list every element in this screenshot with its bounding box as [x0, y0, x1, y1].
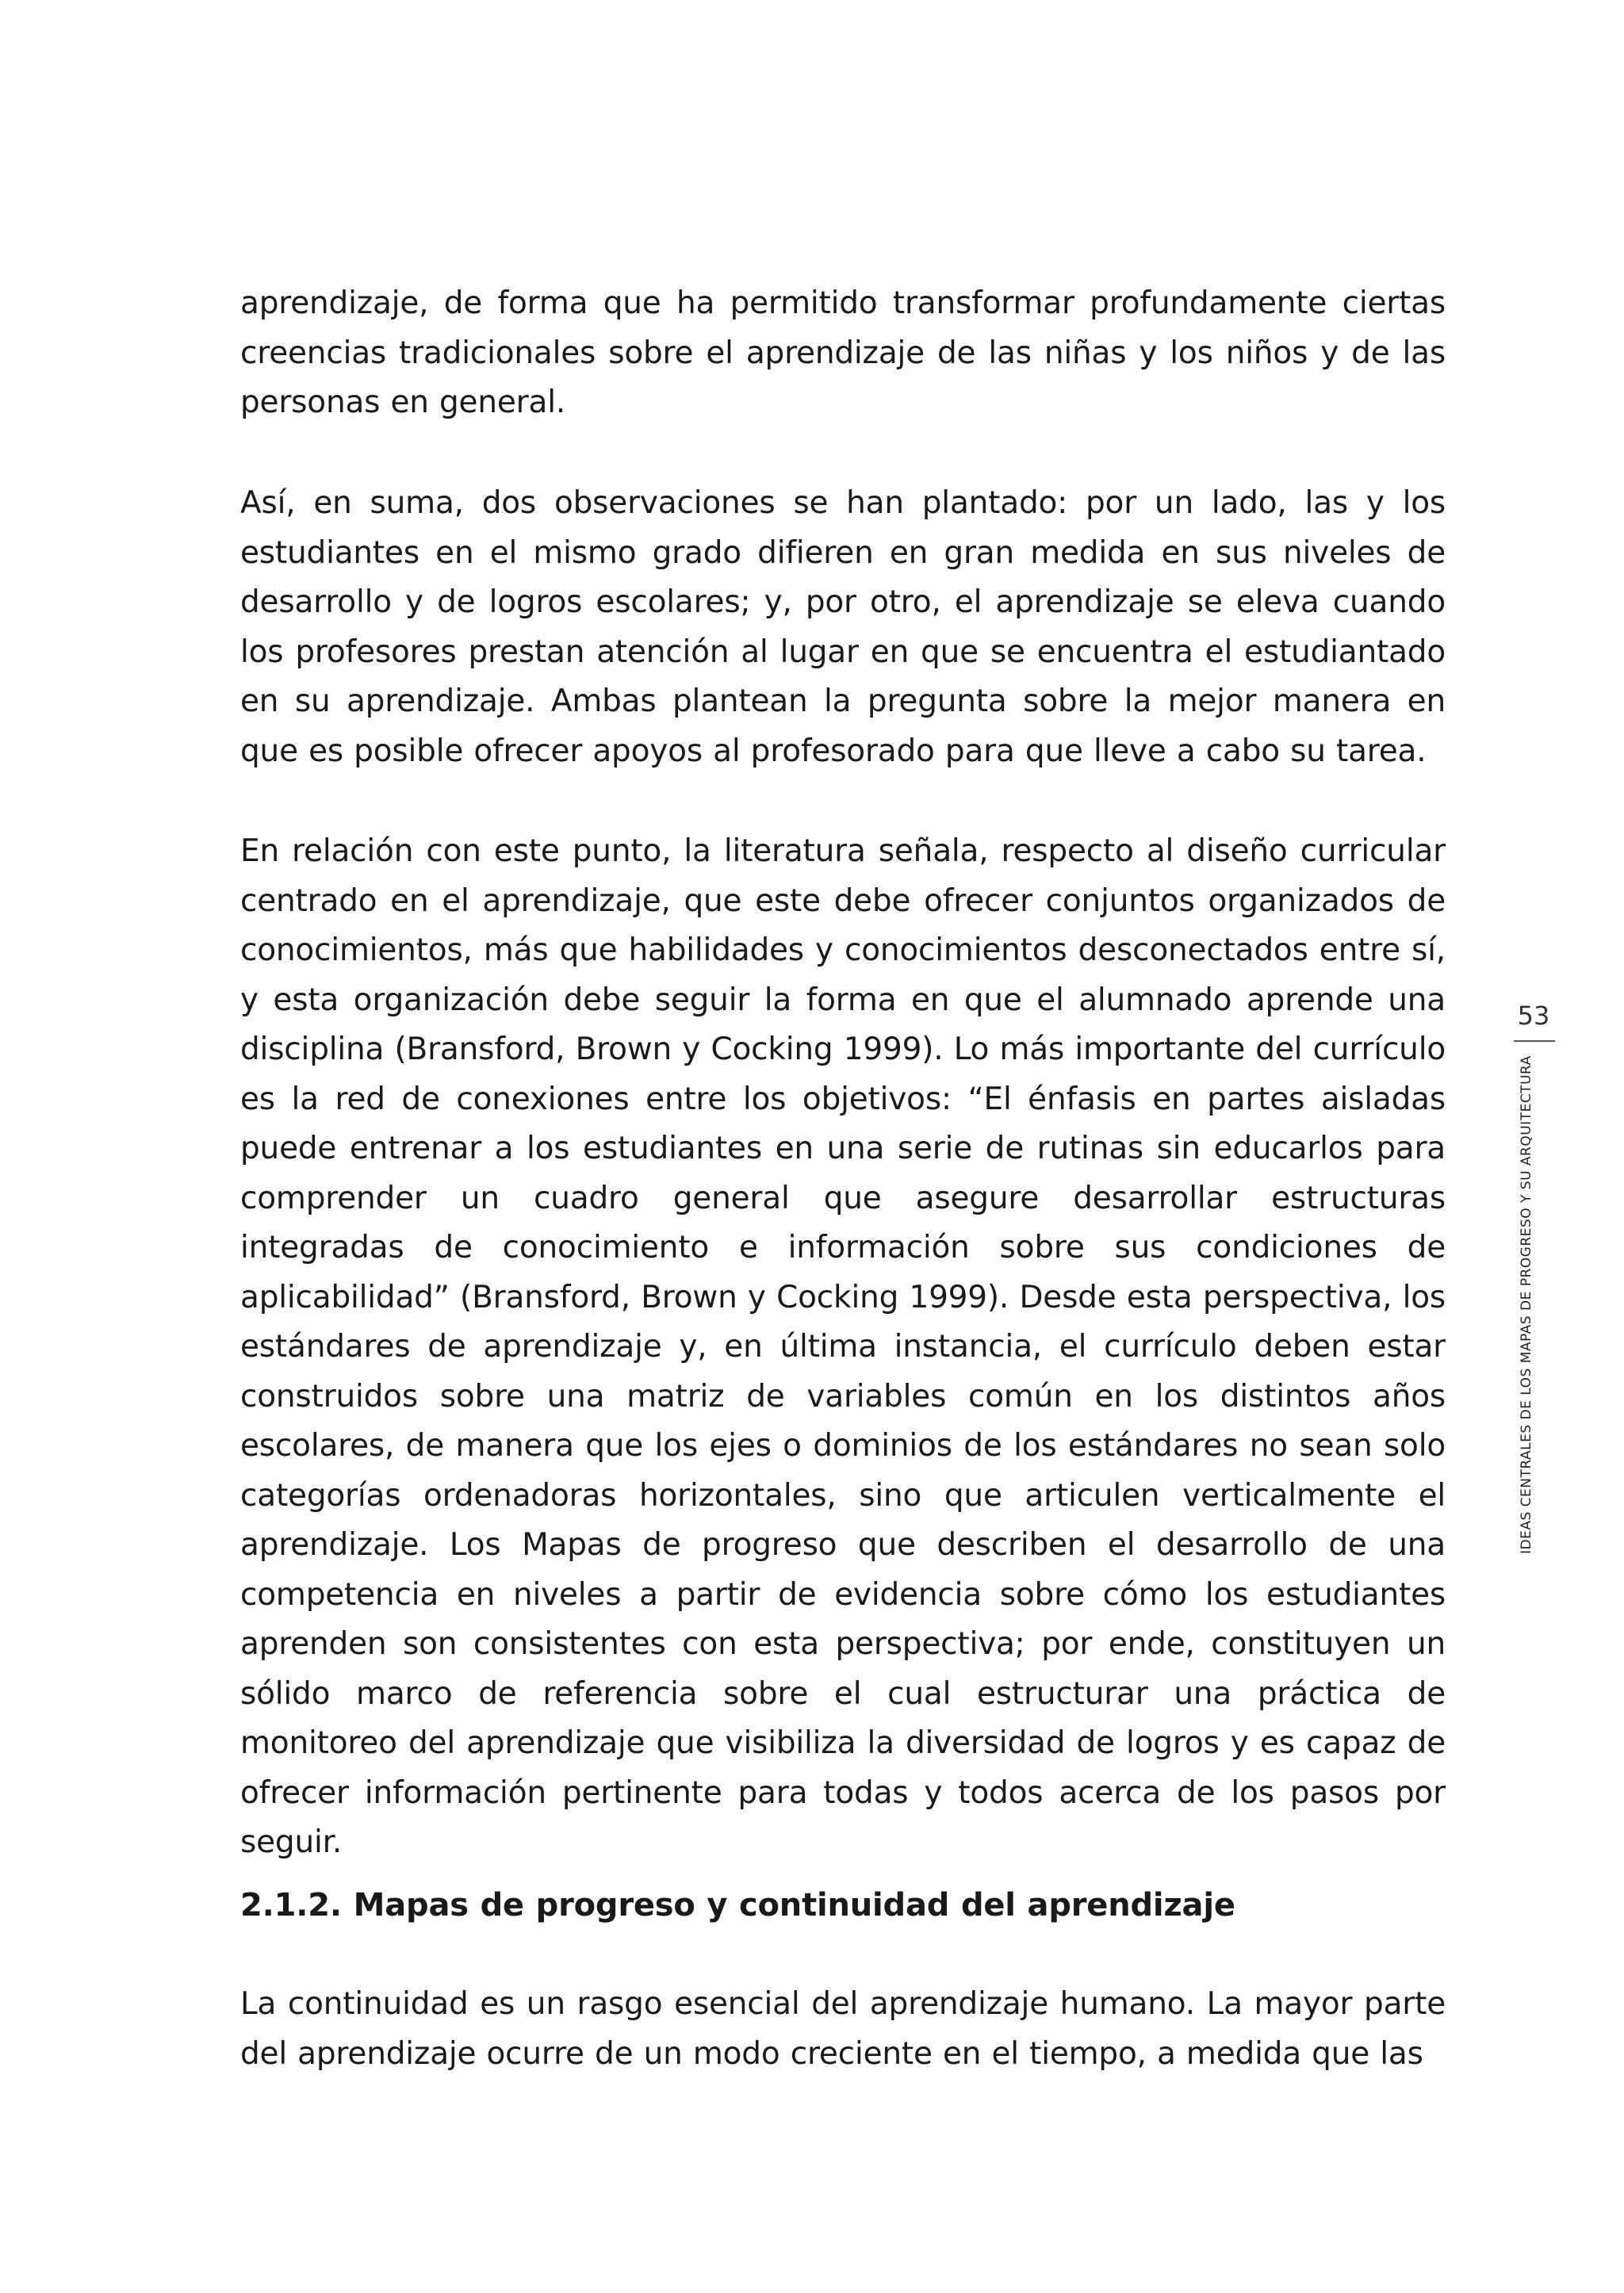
body-paragraph: La continuidad es un rasgo esencial del aprendizaje humano. La mayor parte del aprendizaje ocurre de un modo creciente en el tiempo, a medida que las	[240, 1986, 1446, 2072]
body-paragraph: En relación con este punto, la literatura señala, respecto al diseño curricular centrado en el aprendizaje, que este debe ofrecer conjuntos organizados de conocimientos, más que habilidades y conocimientos desconectados entre sí, y esta organización debe seguir la forma en que el alumnado aprende una disciplina (Bransford, Brown y Cocking 1999). Lo más importante del currículo es la red de conexiones entre los objetivos: “El énfasis en partes aisladas puede entrenar a los estudiantes en una serie de rutinas sin educarlos para comprender un cuadro general que asegure desarrollar estructuras integradas de conocimiento e información sobre sus condiciones de aplicabilidad” (Bransford, Brown y Cocking 1999). Desde esta perspectiva, los estándares de aprendizaje y, en última instancia, el currículo deben estar construidos sobre una matriz de variables común en los distintos años escolares, de manera que los ejes o dominios de los estándares no sean solo categorías ordenadoras horizontales, sino que articulen verticalmente el aprendizaje. Los Mapas de progreso que describen el desarrollo de una competencia en niveles a partir de evidencia sobre cómo los estudiantes aprenden son consistentes con esta perspectiva; por ende, constituyen un sólido marco de referencia sobre el cual estructurar una práctica de monitoreo del aprendizaje que visibiliza la diversidad de logros y es capaz de ofrecer información pertinente para todas y todos acerca de los pasos por seguir.	[240, 833, 1446, 1860]
folio-divider	[1514, 1040, 1555, 1042]
page-folio	[1506, 1001, 1561, 1048]
page-number: 53	[1517, 1001, 1550, 1031]
body-paragraph: Así, en suma, dos observaciones se han plantado: por un lado, las y los estudiantes en el mismo grado difieren en gran medida en sus niveles de desarrollo y de logros escolares; y, por otro, el aprendizaje se eleva cuando los profesores prestan atención al lugar en que se encuentra el estudiantado en su aprendizaje. Ambas plantean la pregunta sobre la mejor manera en que es posible ofrecer apoyos al profesorado para que lleve a cabo su tarea.	[240, 485, 1446, 769]
body-paragraph: aprendizaje, de forma que ha permitido transformar profundamente ciertas creencias tradicionales sobre el aprendizaje de las niñas y los niños y de las personas en general.	[240, 285, 1446, 420]
running-header-text: IDEAS CENTRALES DE LOS MAPAS DE PROGRESO Y SU ARQUITECTURA	[1519, 1055, 1534, 1554]
section-heading: 2.1.2. Mapas de progreso y continuidad del aprendizaje	[240, 1887, 1235, 1924]
